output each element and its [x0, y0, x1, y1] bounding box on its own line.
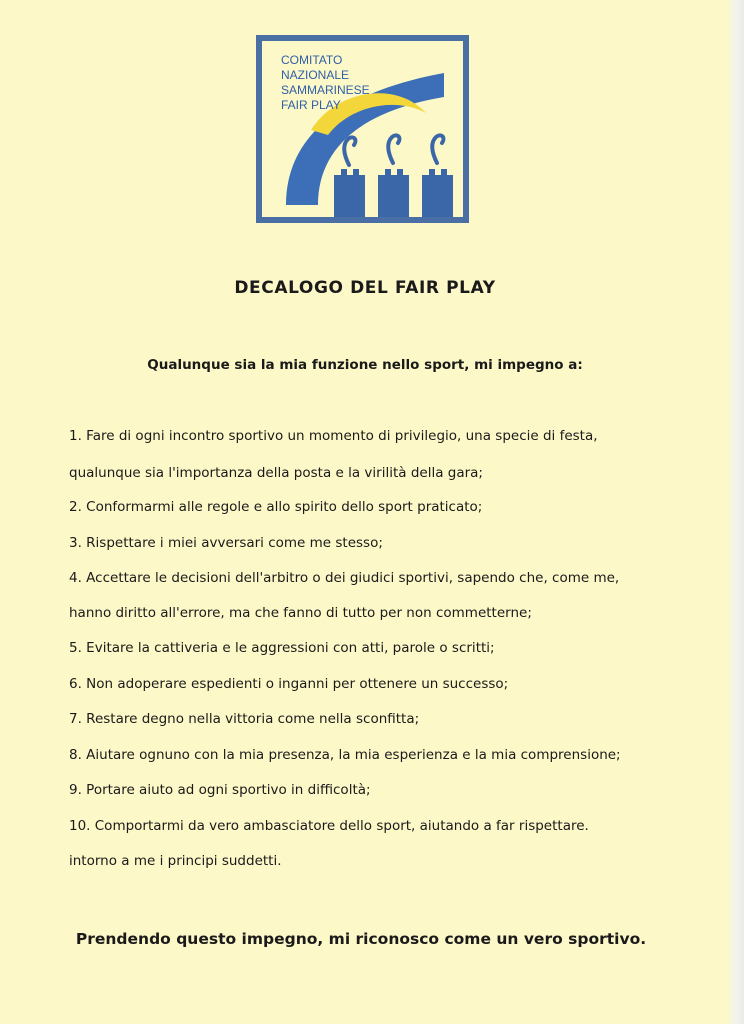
decalogue-line: 6. Non adoperare espedienti o inganni per ottenere un successo; — [69, 676, 509, 692]
decalogue-line: intorno a me i principi suddetti. — [69, 853, 282, 869]
logo-line-1: COMITATO — [281, 53, 343, 67]
decalogue-line: 8. Aiutare ognuno con la mia presenza, la mia esperienza e la mia comprensione; — [69, 747, 621, 763]
logo-towers — [334, 169, 453, 217]
decalogue-line: 10. Comportarmi da vero ambasciatore dello sport, aiutando a far rispettare. — [69, 818, 589, 834]
decalogue-line: 2. Conformarmi alle regole e allo spirito dello sport praticato; — [69, 499, 483, 515]
logo-line-2: NAZIONALE — [281, 68, 350, 82]
decalogue-line: 7. Restare degno nella vittoria come nella sconfitta; — [69, 711, 420, 727]
committee-logo — [256, 35, 469, 223]
decalogue-line: qualunque sia l'importanza della posta e la virilità della gara; — [69, 465, 483, 481]
decalogue-line: 1. Fare di ogni incontro sportivo un momento di privilegio, una specie di festa, — [69, 428, 598, 444]
intro-text: Qualunque sia la mia funzione nello sport, mi impegno a: — [147, 357, 583, 373]
document-title: DECALOGO DEL FAIR PLAY — [234, 278, 496, 298]
logo-line-4: FAIR PLAY — [281, 98, 341, 112]
decalogue-line: 4. Accettare le decisioni dell'arbitro o dei giudici sportivi, sapendo che, come me, — [69, 570, 620, 586]
decalogue-line: 9. Portare aiuto ad ogni sportivo in difficoltà; — [69, 782, 371, 798]
decalogue-line: hanno diritto all'errore, ma che fanno di tutto per non commetterne; — [69, 605, 532, 621]
page-edge — [726, 0, 744, 1024]
logo-emblem — [256, 35, 469, 223]
logo-line-3: SAMMARINESE — [281, 83, 370, 97]
decalogue-line: 5. Evitare la cattiveria e le aggressioni con atti, parole o scritti; — [69, 640, 495, 656]
closing-statement: Prendendo questo impegno, mi riconosco come un vero sportivo. — [75, 930, 647, 948]
decalogue-line: 3. Rispettare i miei avversari come me stesso; — [69, 535, 383, 551]
